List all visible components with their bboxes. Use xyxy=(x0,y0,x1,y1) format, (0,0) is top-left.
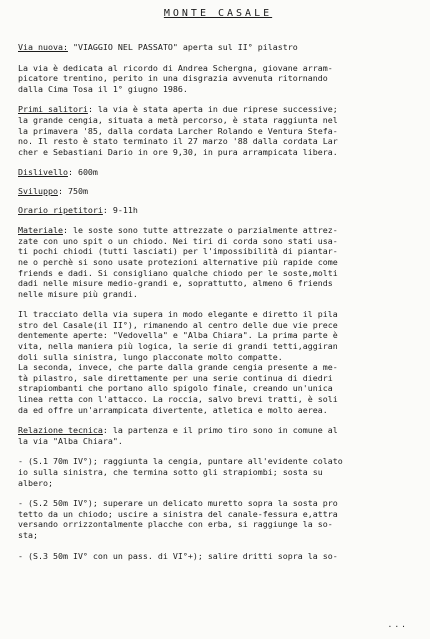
relazione-text: : la partenza e il primo tiro sono in comune al la via "Alba Chiara". xyxy=(18,425,338,446)
orario-label: Orario ripetitori xyxy=(18,204,103,215)
dislivello-label: Dislivello xyxy=(18,167,68,178)
relazione-label: Relazione tecnica xyxy=(18,425,103,436)
materiale-text: : le soste sono tutte attrezzate o parzialmente attrez- zate con uno spit o un chiodo. Nei tiri di corda sono stati usa- ti pochi chiodi (tutti lasciati) per l'impossibilità di piantar- ne o perchè si sono usate protezioni alternative più rapide come friends e dadi. Si consigliano qualche chiodo per le soste,molti dadi nelle misure medio-grandi e, soprattutto, almeno 6 friends nelle misure più grandi. xyxy=(18,225,338,299)
orario-line xyxy=(18,205,418,216)
dislivello-text: : 600m xyxy=(67,167,98,178)
via-nuova-label: Via nuova: xyxy=(18,42,68,52)
via-nuova-line xyxy=(18,42,418,53)
sviluppo-line xyxy=(18,186,418,197)
page-title: MONTE CASALE xyxy=(163,8,273,19)
materiale-label: Materiale xyxy=(18,225,63,236)
page-mark: ... xyxy=(387,620,408,629)
tracciato-paragraph: Il tracciato della via supera in modo elegante e diretto il pila stro del Casale(il II°), rimanendo al centro delle due vie prece dentemente aperte: "Vedovella" e "Alba Chiara". La prima parte è vita, nella maniera più logica, la serie di grandi tetti,aggiran doli sulla sinistra, lungo placconate molto compatte. La seconda, invece, che parte dalla grande cengia presente a me- tà pilastro, sale direttamente per una serie continua di diedri strapiombanti che portano allo spigolo finale, creando un'unica linea retta con l'attacco. La roccia, salvo brevi tratti, è soli da ed offre un'arrampicata divertente, atletica e molto aerea. xyxy=(18,309,338,415)
relazione-paragraph xyxy=(18,425,418,446)
orario-text: : 9-11h xyxy=(102,204,138,215)
dedication-paragraph: La via è dedicata al ricordo di Andrea Schergna, giovane arram- picatore trentino, perito in una disgrazia avvenuta ritornando dalla Cima Tosa il 1° giugno 1986. xyxy=(18,62,333,94)
materiale-paragraph xyxy=(18,225,418,299)
via-nuova-text: "VIAGGIO NEL PASSATO" aperta sul II° pilastro xyxy=(67,42,298,52)
primi-salitori-label: Primi salitori xyxy=(18,104,88,115)
sviluppo-text: : 750m xyxy=(57,185,88,196)
dislivello-line xyxy=(18,167,418,178)
step-1: - (S.1 70m IV°); raggiunta la cengia, puntare all'evidente colato io sulla sinistra, che termina sotto gli strapiombi; sosta su albero; xyxy=(18,456,343,488)
step-2: - (S.2 50m IV°); superare un delicato muretto sopra la sosta pro tetto da un chiodo; uscire a sinistra del canale-fessura e,attra versando orrizzontalmente placche con erba, si raggiunge la so- sta; xyxy=(18,498,338,540)
primi-salitori-paragraph xyxy=(18,104,418,157)
step-3: - (S.3 50m IV° con un pass. di VI°+); salire dritti sopra la so- xyxy=(18,550,338,561)
primi-salitori-text: : la via è stata aperta in due riprese successive; la grande cengia, situata a metà percorso, è stata raggiunta nel la primavera '85, dalla cordata Larcher Rolando e Ventura Stefa- no. Il resto è stato terminato il 27 marzo '88 dalla cordata Lar cher e Sebastiani Dario in ore 9,30, in pura arrampicata libera. xyxy=(18,104,338,157)
sviluppo-label: Sviluppo xyxy=(18,185,58,196)
